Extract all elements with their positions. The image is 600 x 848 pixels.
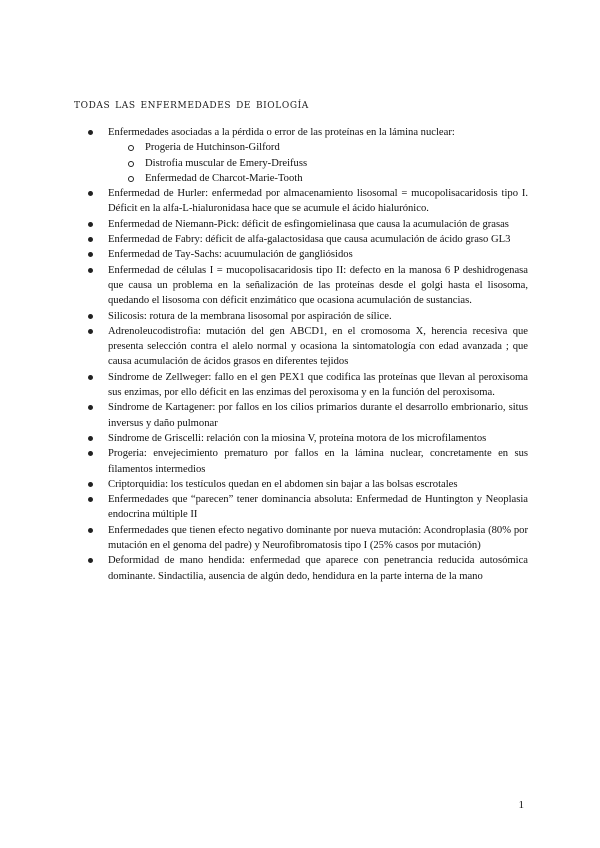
list-item-text: Enfermedades que “parecen” tener dominancia absoluta: Enfermedad de Huntington y Neoplasia endocrina múltiple II [108, 494, 528, 521]
list-item [88, 324, 528, 370]
sublist-item [108, 140, 528, 155]
list-item-text: Enfermedades que tienen efecto negativo dominante por nueva mutación: Acondroplasia (80% por mutación en el genoma del padre) y Neurofibromatosis tipo I (25% casos por mutación) [108, 524, 528, 552]
list-item-text: Adrenoleucodistrofia: mutación del gen ABCD1, en el cromosoma X, herencia recesiva que presenta selección contra el alelo normal y ocasiona la sintomatología con edad avanzada ; que causa acumulación de ácidos grasos en diferentes tejidos [108, 325, 528, 368]
disease-list [88, 125, 528, 584]
sublist-item [108, 156, 528, 171]
bullet-icon [88, 222, 93, 227]
bullet-icon [88, 482, 93, 487]
list-item-text: Enfermedad de Tay-Sachs: acuumulación de gangliósidos [108, 249, 353, 261]
list-item [88, 186, 528, 217]
bullet-icon [88, 451, 93, 456]
bullet-icon [88, 528, 93, 533]
list-item-text: Enfermedad de células I = mucopolisacaridosis tipo II: defecto en la manosa 6 P deshidrogenasa que causa un problema en la señalización de las proteínas desde el golgi hasta el lisosoma, quedando el lisosoma con déficit enzimático que ocasiona acumulación de sustancias. [108, 264, 528, 307]
bullet-icon [88, 252, 93, 257]
circle-bullet-icon [128, 161, 134, 167]
bullet-icon [88, 497, 93, 502]
list-item [88, 263, 528, 309]
bullet-icon [88, 329, 93, 334]
list-item-text: Progeria: envejecimiento prematuro por fallos en la lámina nuclear, concretamente en sus filamentos intermedios [108, 448, 528, 475]
list-item-text: Deformidad de mano hendida: enfermedad que aparece con penetrancia reducida autosómica dominante. Sindactilia, ausencia de algún dedo, hendidura en la parte interna de la mano [108, 555, 528, 582]
bullet-icon [88, 375, 93, 380]
list-item [88, 523, 528, 554]
list-item [88, 431, 528, 446]
sublist-item-text: Enfermedad de Charcot-Marie-Tooth [145, 172, 303, 184]
list-item [88, 309, 528, 324]
sublist-item [108, 171, 528, 186]
bullet-icon [88, 268, 93, 273]
sublist-item-text: Distrofia muscular de Emery-Dreifuss [145, 157, 308, 169]
bullet-icon [88, 191, 93, 196]
list-item [88, 125, 528, 186]
bullet-icon [88, 130, 93, 135]
sublist [108, 140, 528, 186]
list-item [88, 247, 528, 262]
list-item [88, 232, 528, 247]
sublist-item-text: Progeria de Hutchinson-Gilford [145, 142, 280, 154]
bullet-icon [88, 558, 93, 563]
list-item-text: Síndrome de Kartagener: por fallos en los cilios primarios durante el desarrollo embrionario, situs inversus y daño pulmonar [108, 402, 528, 429]
list-item-text: Enfermedades asociadas a la pérdida o error de las proteínas en la lámina nuclear: [108, 127, 455, 138]
bullet-icon [88, 436, 93, 441]
list-item-text: Silicosis: rotura de la membrana lisosomal por aspiración de sílice. [108, 310, 392, 322]
list-item [88, 446, 528, 477]
list-item-text: Criptorquidia: los testículos quedan en el abdomen sin bajar a las bolsas escrotales [108, 478, 458, 490]
list-item-text: Síndrome de Griscelli: relación con la miosina V, proteína motora de los microfilamentos [108, 432, 487, 444]
document-title: todas las enfermedades de biología [74, 96, 309, 112]
list-item-text: Enfermedad de Fabry: déficit de alfa-galactosidasa que causa acumulación de ácido graso GL3 [108, 234, 511, 246]
list-item-text: Síndrome de Zellweger: fallo en el gen PEX1 que codifica las proteínas que llevan al peroxisoma sus enzimas, por ello déficit en las enzimas del peroxisoma y en la función del peroxisoma. [108, 371, 528, 399]
circle-bullet-icon [128, 145, 134, 151]
list-item [88, 370, 528, 401]
circle-bullet-icon [128, 176, 134, 182]
list-item [88, 217, 528, 232]
bullet-icon [88, 314, 93, 319]
list-item [88, 400, 528, 431]
list-item [88, 477, 528, 492]
bullet-icon [88, 405, 93, 410]
page-number: 1 [518, 799, 524, 811]
list-item-text: Enfermedad de Hurler: enfermedad por almacenamiento lisosomal = mucopolisacaridosis tipo I. Déficit en la alfa-L-hialuronidasa hace que se acumule el ácido hialurónico. [108, 188, 528, 215]
list-item [88, 553, 528, 584]
list-item [88, 492, 528, 523]
list-item-text: Enfermedad de Niemann-Pick: déficit de esfingomielinasa que causa la acumulación de grasas [108, 218, 509, 230]
bullet-icon [88, 237, 93, 242]
